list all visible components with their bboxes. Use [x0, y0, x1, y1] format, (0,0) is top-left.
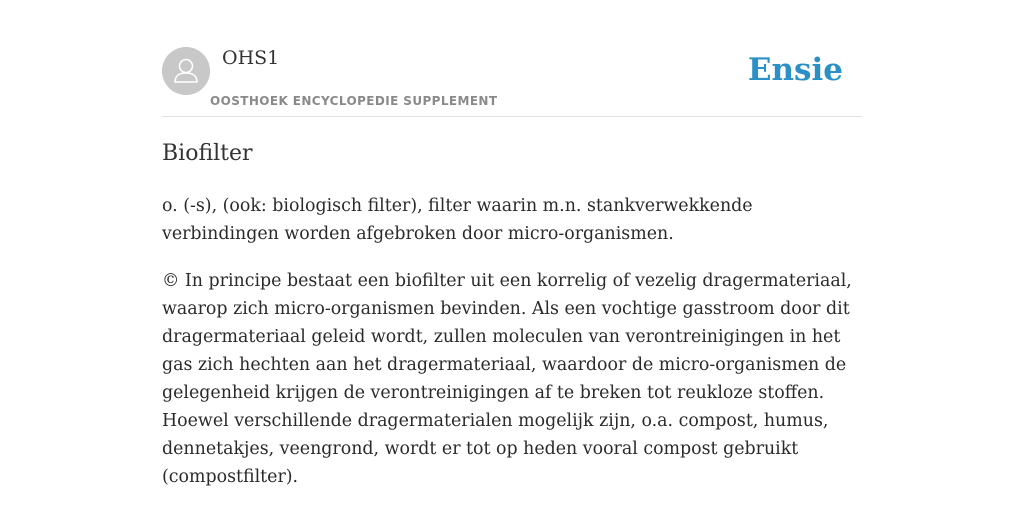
author-name[interactable]: OHS1 [222, 47, 280, 69]
article-paragraph: o. (-s), (ook: biologisch filter), filter waarin m.n. stankverwekkende verbindingen worden afgebroken door micro-organismen. [162, 196, 753, 244]
user-icon [162, 47, 210, 95]
article-header [162, 0, 862, 117]
article-page [162, 0, 862, 512]
source-label[interactable]: OOSTHOEK ENCYCLOPEDIE SUPPLEMENT [210, 94, 498, 108]
ensie-logo[interactable]: Ensie [747, 52, 843, 88]
avatar[interactable] [162, 47, 210, 95]
article-paragraph: © In principe bestaat een biofilter uit een korrelig of vezelig dragermateriaal, waarop zich micro-organismen bevinden. Als een vochtige gasstroom door dit dragermateriaal geleid wordt, zullen moleculen van verontreinigingen in het gas zich hechten aan het dragermateriaal, waardoor de micro-organismen de gelegenheid krijgen de verontreinigingen af te breken tot reukloze stoffen. Hoewel verschillende dragermaterialen mogelijk zijn, o.a. compost, humus, dennetakjes, veengrond, wordt er tot op heden vooral compost gebruikt (compostfilter). [162, 271, 852, 487]
article-title: Biofilter [162, 141, 253, 166]
